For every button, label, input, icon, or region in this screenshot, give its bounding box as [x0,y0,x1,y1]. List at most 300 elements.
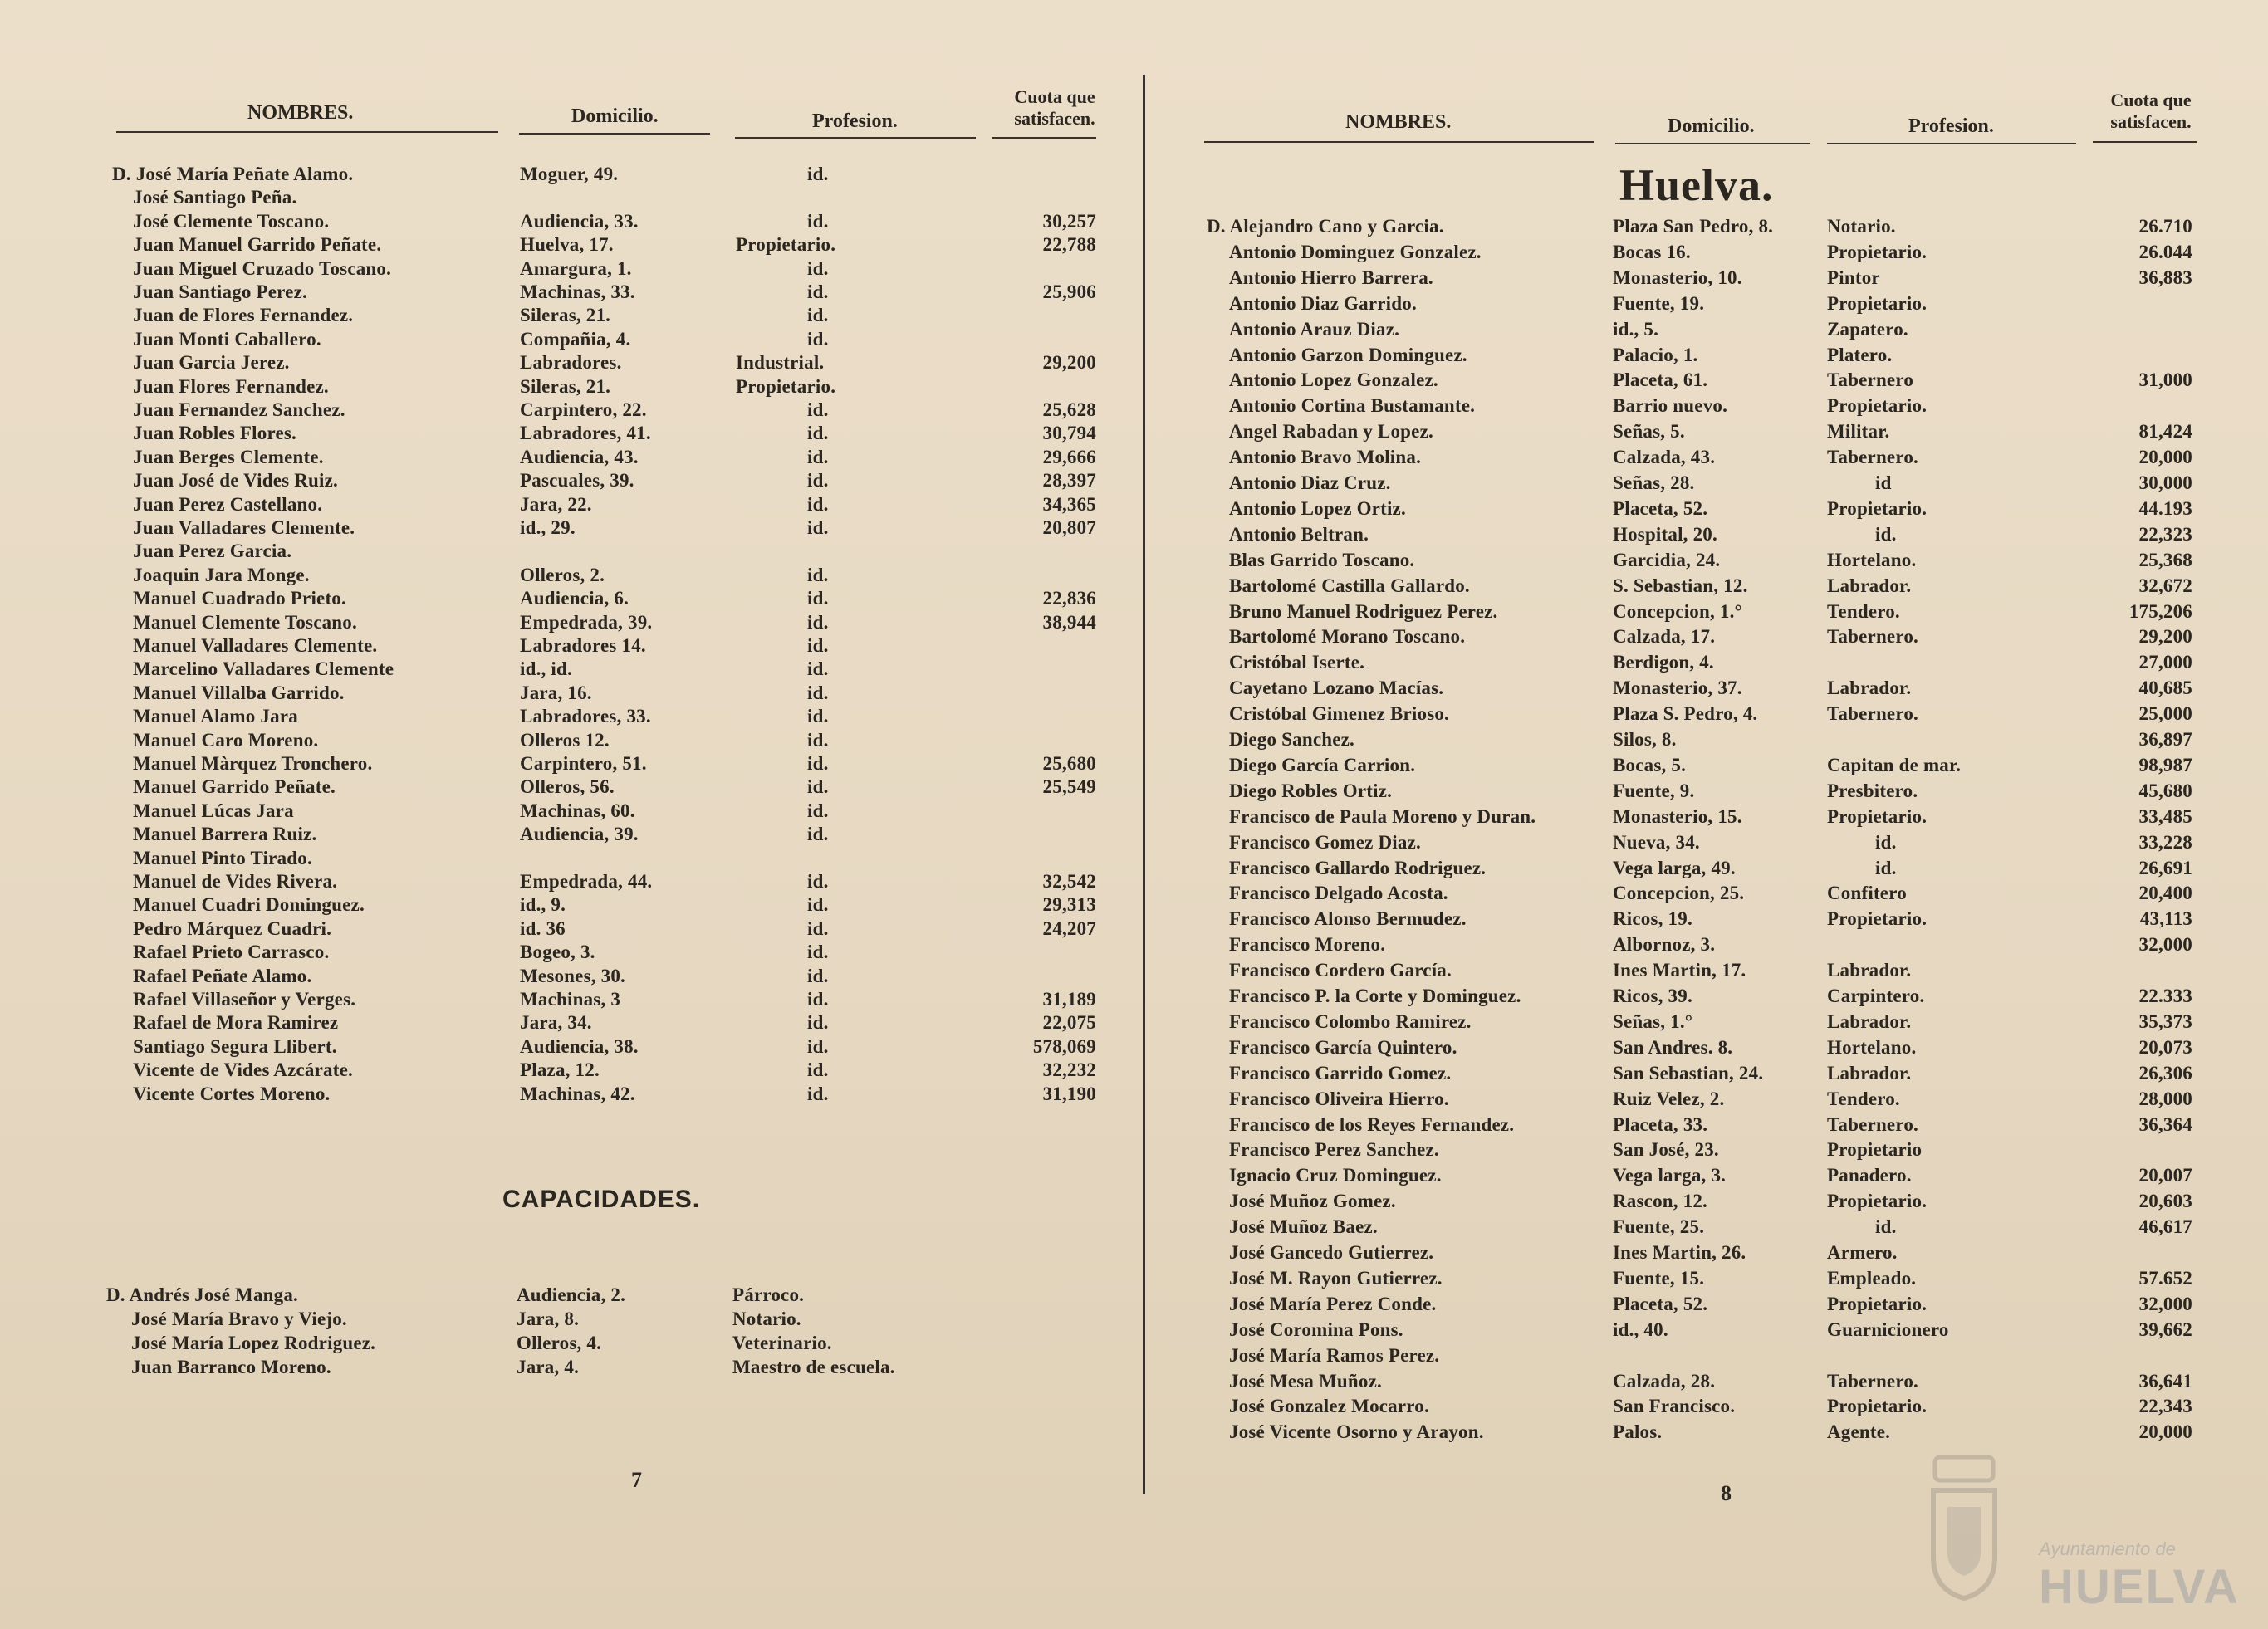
entry-address: Señas, 1.° [1613,1010,1693,1032]
entry-name: José Coromina Pons. [1229,1318,1403,1340]
entry-profession: id. [1875,831,1897,853]
entry-profession: Labrador. [1827,678,1912,699]
entry-profession: Hortelano. [1827,549,1917,570]
entry-quota: 22,343 [2138,1396,2192,1417]
entry-profession: id. [807,517,829,538]
entry-name: José Mesa Muñoz. [1229,1370,1382,1392]
entry-profession: id. [1875,523,1897,545]
entry-profession: Labrador. [1827,960,1912,981]
entry-name: Francisco Gallardo Rodriguez. [1229,857,1487,878]
entry-quota: 35,373 [2138,1010,2192,1032]
entry-address: Amargura, 1. [520,257,632,279]
entry-address: Labradores, 33. [520,706,651,727]
entry-address: Jara, 8. [517,1309,580,1329]
entry-profession: Propietario. [1827,292,1928,314]
entry-quota: 22.333 [2138,986,2192,1006]
entry-quota: 22,836 [1042,588,1096,609]
entry-profession: Labrador. [1827,1010,1912,1032]
entry-quota: 98,987 [2138,754,2192,775]
entry-name: Rafael de Mora Ramirez [133,1012,339,1034]
entry-profession: id. [807,824,829,845]
entry-address: San Francisco. [1613,1396,1736,1417]
entry-name: Francisco P. la Corte y Dominguez. [1229,986,1521,1006]
entry-quota: 25,549 [1042,776,1096,798]
entry-quota: 34,365 [1042,493,1096,515]
entry-address: Nueva, 34. [1613,831,1700,853]
entry-address: id., 40. [1613,1318,1668,1340]
entry-profession: Empleado. [1827,1267,1917,1289]
city-title: Huelva. [1619,160,1774,210]
entry-profession: Propietario. [1827,1396,1928,1417]
entry-name: Francisco Moreno. [1229,934,1386,956]
right-header-cuota: Cuota que satisfacen. [2110,90,2192,133]
entry-quota: 31,000 [2138,369,2192,391]
entry-quota: 26,306 [2138,1062,2192,1084]
entry-quota: 29,666 [1042,446,1096,467]
entry-name: Manuel de Vides Rivera. [133,871,338,892]
right-page-number: 8 [1721,1481,1732,1505]
entry-profession: id. [807,1012,829,1034]
entry-name: José Vicente Osorno y Arayon. [1229,1421,1484,1443]
entry-address: Carpintero, 51. [520,753,647,774]
entry-name: Joaquin Jara Monge. [133,564,310,585]
entry-quota: 28,397 [1042,470,1096,492]
entry-profession: Tabernero. [1827,703,1918,725]
entry-profession: id. [807,706,829,727]
entry-quota: 36,883 [2138,267,2192,288]
entry-address: Palacio, 1. [1613,344,1698,365]
entry-profession: Tabernero. [1827,626,1918,648]
entry-name: Diego Sanchez. [1229,729,1355,750]
entry-profession: id. [807,776,829,798]
entry-name: José Muñoz Gomez. [1229,1191,1396,1212]
entry-profession: Tabernero. [1827,1113,1918,1135]
entry-name: D. Andrés José Manga. [106,1284,299,1305]
entry-address: Mesones, 30. [520,965,625,986]
entry-quota: 28,000 [2138,1088,2192,1109]
entry-name: Francisco Garrido Gomez. [1229,1062,1452,1084]
entry-profession: Notario. [732,1309,801,1329]
entry-address: Rascon, 12. [1613,1191,1708,1212]
entry-address: Concepcion, 1.° [1613,600,1742,622]
entry-address: Jara, 34. [520,1012,592,1034]
entry-address: S. Sebastian, 12. [1613,575,1748,596]
entry-address: Fuente, 9. [1613,780,1695,801]
entry-profession: id. [807,588,829,609]
entry-name: Juan Valladares Clemente. [133,517,355,538]
entry-name: Juan Miguel Cruzado Toscano. [133,257,392,279]
entry-address: Carpintero, 22. [520,399,647,420]
entry-name: Juan Monti Caballero. [133,328,321,350]
entry-address: Olleros, 4. [517,1333,602,1353]
entry-quota: 22,075 [1042,1012,1096,1034]
entry-profession: id. [807,399,829,420]
entry-name: Antonio Beltran. [1229,523,1369,545]
entry-address: Calzada, 43. [1613,447,1716,468]
entry-name: Francisco Colombo Ramirez. [1229,1010,1472,1032]
entry-address: Audiencia, 38. [520,1035,639,1057]
entry-address: Bogeo, 3. [520,942,595,963]
entry-address: Olleros, 56. [520,776,615,798]
entry-name: Manuel Clemente Toscano. [133,611,357,633]
entry-profession: id. [807,682,829,703]
entry-profession: Zapatero. [1827,318,1908,340]
right-header-nombres: NOMBRES. [1345,111,1452,133]
entry-profession: Labrador. [1827,575,1912,596]
entry-quota: 31,189 [1042,989,1096,1010]
entry-address: Ruiz Velez, 2. [1613,1088,1725,1109]
entry-profession: id. [807,210,829,232]
entry-name: Juan Fernandez Sanchez. [133,399,345,420]
entry-address: Placeta, 61. [1613,369,1708,391]
entry-quota: 26.044 [2138,241,2192,262]
entry-address: San José, 23. [1613,1139,1719,1161]
entry-address: Vega larga, 3. [1613,1165,1727,1186]
entry-quota: 33,228 [2138,831,2192,853]
entry-quota: 32,672 [2138,575,2192,596]
entry-address: Ricos, 39. [1613,986,1692,1006]
entry-name: Antonio Lopez Ortiz. [1229,497,1406,519]
entry-profession: id. [807,753,829,774]
entry-address: Jara, 16. [520,682,592,703]
entry-address: Audiencia, 39. [520,824,639,845]
entry-name: Cristóbal Gimenez Brioso. [1229,703,1449,725]
entry-quota: 81,424 [2138,421,2192,443]
entry-quota: 29,313 [1042,894,1096,916]
entry-name: Antonio Diaz Garrido. [1229,292,1417,314]
entry-name: Juan Flores Fernandez. [133,375,329,397]
left-header-rule-1 [116,131,498,133]
gutter-rule [1143,75,1145,1494]
entry-profession: id. [807,564,829,585]
entry-profession: id. [807,1083,829,1104]
entry-address: Machinas, 60. [520,800,635,821]
entry-address: Fuente, 15. [1613,1267,1705,1289]
entry-name: Antonio Lopez Gonzalez. [1229,369,1438,391]
entry-quota: 20,603 [2138,1191,2192,1212]
entry-profession: id. [807,871,829,892]
entry-profession: id. [1875,857,1897,878]
entry-name: Antonio Hierro Barrera. [1229,267,1433,288]
entry-address: Ricos, 19. [1613,908,1692,930]
entry-name: Antonio Arauz Diaz. [1229,318,1400,340]
entry-address: id., id. [520,658,572,680]
city-crest-icon [1918,1449,2010,1602]
entry-quota: 27,000 [2138,652,2192,673]
entry-address: Bocas, 5. [1613,754,1687,775]
entry-quota: 30,000 [2138,472,2192,493]
entry-address: Concepcion, 25. [1613,883,1745,904]
entry-profession: Propietario [1827,1139,1923,1161]
entry-quota: 25,628 [1042,399,1096,420]
entry-name: Santiago Segura Llibert. [133,1035,337,1057]
left-header-rule-4 [992,137,1096,139]
entry-address: Audiencia, 43. [520,446,639,467]
entry-address: Empedrada, 44. [520,871,653,892]
entry-address: Garcidia, 24. [1613,549,1721,570]
entry-profession: Guarnicionero [1827,1318,1949,1340]
entry-quota: 25,000 [2138,703,2192,725]
entry-quota: 57.652 [2138,1267,2192,1289]
entry-name: Juan Barranco Moreno. [131,1357,331,1377]
entry-profession: id. [807,1059,829,1081]
entry-profession: Pintor [1827,267,1880,288]
entry-profession: Tabernero [1827,369,1914,391]
entry-address: Ines Martin, 17. [1613,960,1746,981]
entry-profession: id. [807,470,829,492]
entry-address: Audiencia, 2. [517,1284,626,1305]
entry-name: Francisco Cordero García. [1229,960,1452,981]
entry-quota: 20,000 [2138,1421,2192,1443]
entry-profession: Propietario. [1827,1293,1928,1314]
entry-quota: 39,662 [2138,1318,2192,1340]
left-header-domicilio: Domicilio. [571,105,659,127]
entry-address: Fuente, 25. [1613,1216,1705,1238]
entry-name: Cristóbal Iserte. [1229,652,1365,673]
entry-quota: 30,794 [1042,423,1096,444]
entry-quota: 26,691 [2138,857,2192,878]
right-header-profesion: Profesion. [1908,115,1994,137]
entry-name: Rafael Peñate Alamo. [133,965,312,986]
entry-address: Plaza, 12. [520,1059,600,1081]
entry-profession: id. [807,164,829,184]
entry-name: Francisco Gomez Diaz. [1229,831,1421,853]
entry-name: Manuel Pinto Tirado. [133,847,312,868]
entry-name: Francisco de los Reyes Fernandez. [1229,1113,1515,1135]
entry-address: Audiencia, 6. [520,588,629,609]
entry-address: Calzada, 28. [1613,1370,1716,1392]
entry-address: Hospital, 20. [1613,523,1717,545]
entry-name: Francisco Perez Sanchez. [1229,1139,1439,1161]
left-header-rule-3 [735,137,976,139]
entry-quota: 33,485 [2138,805,2192,827]
entry-quota: 36,364 [2138,1113,2192,1135]
entry-profession: id. [807,917,829,939]
entry-address: Olleros, 2. [520,564,605,585]
entry-address: Pascuales, 39. [520,470,634,492]
entry-quota: 38,944 [1042,611,1096,633]
entry-name: Antonio Bravo Molina. [1229,447,1422,468]
entry-profession: id. [807,658,829,680]
entry-profession: Tendero. [1827,600,1900,622]
entry-quota: 20,007 [2138,1165,2192,1186]
entry-quota: 32,000 [2138,934,2192,956]
entry-quota: 22,788 [1042,234,1096,256]
right-header-rule-2 [1615,143,1810,144]
entry-address: Huelva, 17. [520,234,614,256]
entry-profession: Carpintero. [1827,986,1925,1006]
entry-profession: Industrial. [736,352,825,374]
entry-profession: id. [807,423,829,444]
entry-profession: id. [807,305,829,326]
entry-name: Juan de Flores Fernandez. [133,305,354,326]
entry-profession: id. [807,635,829,656]
entry-profession: id. [807,942,829,963]
capacidades-title: CAPACIDADES. [502,1186,701,1213]
entry-profession: Capitan de mar. [1827,754,1962,775]
entry-address: Palos. [1613,1421,1663,1443]
right-header-rule-3 [1827,143,2076,144]
entry-quota: 22,323 [2138,523,2192,545]
entry-quota: 45,680 [2138,780,2192,801]
entry-address: Placeta, 52. [1613,497,1708,519]
entry-profession: id. [807,281,829,302]
entry-name: Francisco Oliveira Hierro. [1229,1088,1449,1109]
right-header-rule-1 [1204,141,1594,143]
entry-name: José María Ramos Perez. [1229,1344,1440,1366]
entry-name: José María Lopez Rodriguez. [131,1333,376,1353]
left-page-number: 7 [631,1468,642,1492]
entry-address: Calzada, 17. [1613,626,1716,648]
entry-profession: Hortelano. [1827,1036,1917,1058]
entry-address: Machinas, 42. [520,1083,635,1104]
entry-profession: Tabernero. [1827,1370,1918,1392]
entry-profession: Tabernero. [1827,447,1918,468]
entry-address: Barrio nuevo. [1613,395,1728,417]
entry-address: Sileras, 21. [520,375,611,397]
entry-address: Monasterio, 37. [1613,678,1742,699]
entry-profession: Propietario. [736,375,836,397]
entry-profession: id. [807,729,829,751]
entry-quota: 25,680 [1042,753,1096,774]
entry-name: Francisco Alonso Bermudez. [1229,908,1467,930]
entry-name: Manuel Garrido Peñate. [133,776,336,798]
entry-address: Jara, 22. [520,493,592,515]
entry-quota: 26.710 [2138,216,2192,237]
entry-profession: Platero. [1827,344,1893,365]
entry-profession: id. [807,493,829,515]
entry-profession: id. [807,800,829,821]
entry-profession: Propietario. [736,234,836,256]
entry-quota: 20,073 [2138,1036,2192,1058]
entry-quota: 25,906 [1042,281,1096,302]
entry-address: id., 5. [1613,318,1659,340]
entry-profession: Propietario. [1827,497,1928,519]
entry-quota: 44.193 [2138,497,2192,519]
entry-name: Juan José de Vides Ruiz. [133,470,338,492]
entry-name: José Santiago Peña. [133,187,297,208]
entry-name: Manuel Cuadrado Prieto. [133,588,346,609]
entry-name: Rafael Villaseñor y Verges. [133,989,356,1010]
entry-name: Cayetano Lozano Macías. [1229,678,1444,699]
entry-address: Sileras, 21. [520,305,611,326]
entry-name: Manuel Villalba Garrido. [133,682,345,703]
entry-address: Labradores, 41. [520,423,651,444]
entry-name: José Clemente Toscano. [133,210,330,232]
entry-name: Vicente Cortes Moreno. [133,1083,331,1104]
entry-quota: 40,685 [2138,678,2192,699]
entry-profession: id [1875,472,1892,493]
entry-address: id., 29. [520,517,576,538]
entry-name: Manuel Caro Moreno. [133,729,319,751]
entry-name: Juan Robles Flores. [133,423,296,444]
entry-address: San Andres. 8. [1613,1036,1733,1058]
entry-name: José María Bravo y Viejo. [131,1309,347,1329]
entry-name: D. José María Peñate Alamo. [112,164,354,184]
entry-address: Audiencia, 33. [520,210,639,232]
entry-address: Machinas, 33. [520,281,635,302]
entry-name: José Gonzalez Mocarro. [1229,1396,1429,1417]
entry-address: Fuente, 19. [1613,292,1705,314]
entry-name: Ignacio Cruz Dominguez. [1229,1165,1442,1186]
entry-quota: 30,257 [1042,210,1096,232]
entry-address: Empedrada, 39. [520,611,653,633]
entry-name: Manuel Cuadri Dominguez. [133,894,365,916]
entry-profession: id. [807,257,829,279]
entry-address: Jara, 4. [517,1357,580,1377]
entry-address: Ines Martin, 26. [1613,1242,1746,1263]
left-header-nombres: NOMBRES. [247,102,354,124]
entry-name: Bartolomé Castilla Gallardo. [1229,575,1470,596]
entry-profession: Propietario. [1827,805,1928,827]
entry-profession: Propietario. [1827,908,1928,930]
entry-name: Francisco de Paula Moreno y Duran. [1229,805,1536,827]
entry-address: Labradores 14. [520,635,646,656]
entry-address: Silos, 8. [1613,729,1677,750]
entry-profession: Propietario. [1827,395,1928,417]
entry-quota: 46,617 [2138,1216,2192,1238]
entry-quota: 24,207 [1042,917,1096,939]
entry-address: id. 36 [520,917,566,939]
entry-name: Manuel Lúcas Jara [133,800,294,821]
entry-name: Juan Berges Clemente. [133,446,324,467]
entry-name: Juan Perez Garcia. [133,541,292,562]
left-header-cuota: Cuota que satisfacen. [1014,86,1095,130]
entry-address: Placeta, 33. [1613,1113,1708,1135]
entry-quota: 20,400 [2138,883,2192,904]
entry-name: Antonio Garzon Dominguez. [1229,344,1467,365]
entry-profession: Notario. [1827,216,1896,237]
entry-name: Rafael Prieto Carrasco. [133,942,330,963]
entry-profession: Confitero [1827,883,1907,904]
entry-profession: Párroco. [732,1284,805,1305]
entry-name: Marcelino Valladares Clemente [133,658,394,680]
entry-name: Diego Robles Ortiz. [1229,780,1393,801]
entry-address: Señas, 28. [1613,472,1695,493]
entry-profession: Armero. [1827,1242,1898,1263]
entry-quota: 29,200 [1042,352,1096,374]
entry-profession: Panadero. [1827,1165,1912,1186]
entry-quota: 32,542 [1042,871,1096,892]
entry-quota: 25,368 [2138,549,2192,570]
entry-profession: id. [807,328,829,350]
entry-address: id., 9. [520,894,566,916]
entry-address: Albornoz, 3. [1613,934,1716,956]
entry-name: Francisco García Quintero. [1229,1036,1457,1058]
stamp-caption: Ayuntamiento de [2039,1538,2176,1559]
entry-quota: 32,232 [1042,1059,1096,1081]
entry-profession: id. [1875,1216,1897,1238]
entry-name: Manuel Valladares Clemente. [133,635,378,656]
entry-quota: 578,069 [1032,1035,1096,1057]
entry-profession: Maestro de escuela. [732,1357,895,1377]
entry-address: Plaza S. Pedro, 4. [1613,703,1758,725]
entry-profession: id. [807,446,829,467]
left-header-rule-2 [519,133,710,135]
entry-name: D. Alejandro Cano y Garcia. [1207,216,1444,237]
entry-address: Señas, 5. [1613,421,1685,443]
entry-profession: Militar. [1827,421,1890,443]
entry-profession: id. [807,1035,829,1057]
entry-profession: Presbitero. [1827,780,1918,801]
entry-address: San Sebastian, 24. [1613,1062,1764,1084]
entry-address: Vega larga, 49. [1613,857,1736,878]
entry-name: Manuel Màrquez Tronchero. [133,753,373,774]
right-header-domicilio: Domicilio. [1668,115,1755,137]
entry-name: Bartolomé Morano Toscano. [1229,626,1466,648]
entry-profession: Propietario. [1827,1191,1928,1212]
entry-quota: 43,113 [2139,908,2192,930]
